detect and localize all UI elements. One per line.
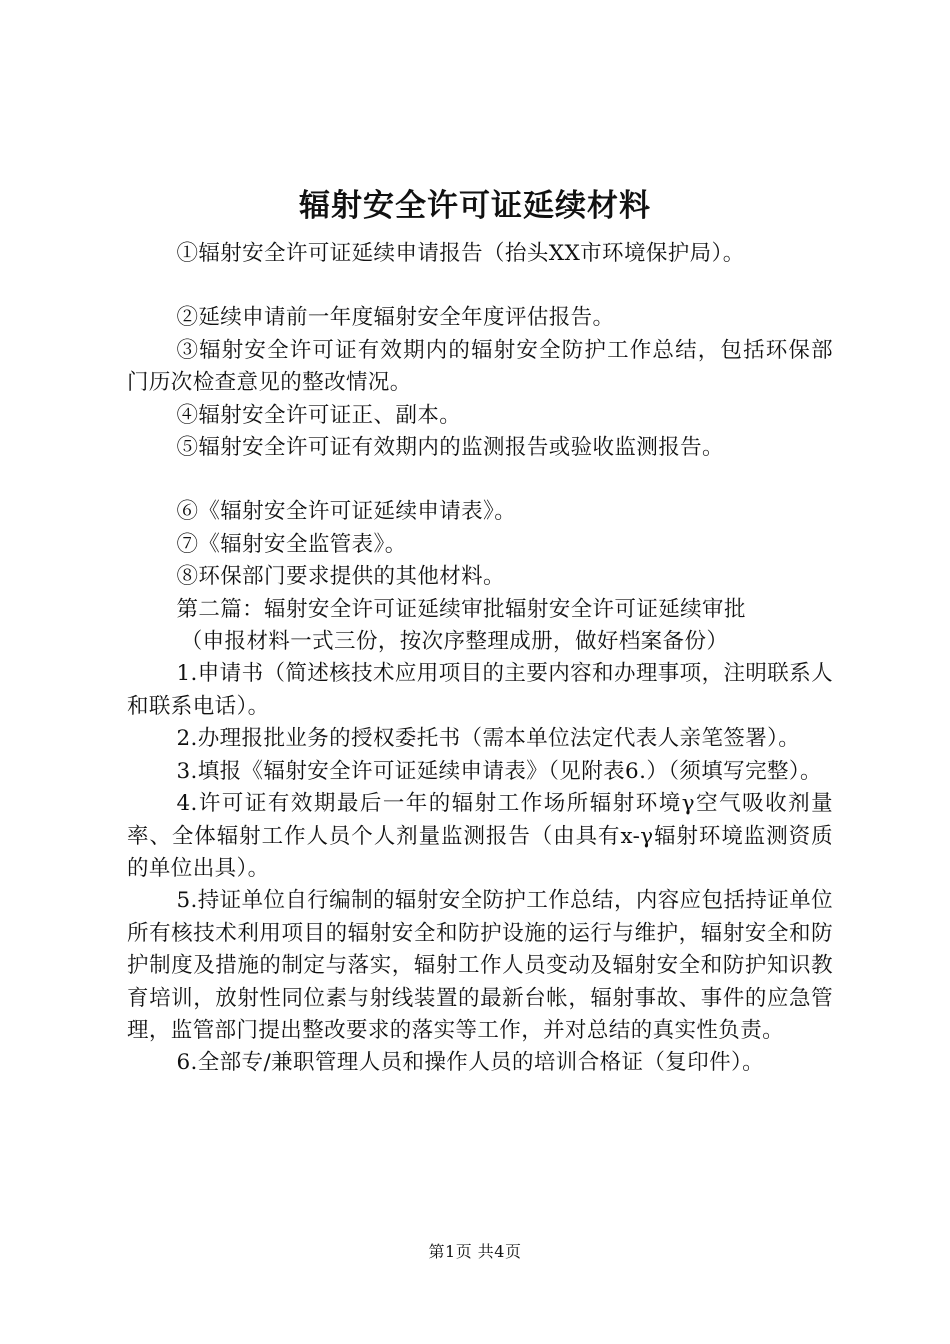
requirement-item-4: 4.许可证有效期最后一年的辐射工作场所辐射环境γ空气吸收剂量率、全体辐射工作人员个人剂量监测报告（由具有x-γ辐射环境监测资质的单位出具）。 [127, 791, 833, 881]
document-body [127, 238, 833, 1080]
requirement-item-1: 1.申请书（简述核技术应用项目的主要内容和办理事项，注明联系人和联系电话）。 [127, 661, 833, 719]
requirement-item-2: 2.办理报批业务的授权委托书（需本单位法定代表人亲笔签署）。 [176, 726, 801, 752]
paragraph-item-6: ⑥《辐射安全许可证延续申请表》。 [176, 499, 517, 525]
submission-note: （申报材料一式三份，按次序整理成册，做好档案备份） [180, 629, 729, 655]
paragraph-item-5: ⑤辐射安全许可证有效期内的监测报告或验收监测报告。 [176, 435, 724, 461]
paragraph-item-3: ③辐射安全许可证有效期内的辐射安全防护工作总结，包括环保部门历次检查意见的整改情况。 [127, 337, 833, 396]
requirement-item-3: 3.填报《辐射安全许可证延续申请表》（见附表6.）（须填写完整）。 [176, 758, 822, 784]
paragraph-item-1: ①辐射安全许可证延续申请报告（抬头XX市环境保护局）。 [176, 241, 745, 266]
document-title: 辐射安全许可证延续材料 [299, 188, 651, 224]
requirement-item-6: 6.全部专/兼职管理人员和操作人员的培训合格证（复印件）。 [176, 1050, 765, 1076]
paragraph-item-4: ④辐射安全许可证正、副本。 [176, 402, 462, 428]
page-footer: 第1页 共4页 [428, 1242, 522, 1261]
paragraph-item-8: ⑧环保部门要求提供的其他材料。 [176, 564, 505, 590]
paragraph-item-7: ⑦《辐射安全监管表》。 [176, 531, 407, 557]
requirement-item-5: 5.持证单位自行编制的辐射安全防护工作总结，内容应包括持证单位所有核技术利用项目的辐射安全和防护设施的运行与维护，辐射安全和防护制度及措施的制定与落实，辐射工作人员变动及辐射安全和防护知识教育培训，放射性同位素与射线装置的最新台帐，辐射事故、事件的应急管理，监管部门提出整改要求的落实等工作，并对总结的真实性负责。 [127, 888, 833, 1043]
paragraph-item-2: ②延续申请前一年度辐射安全年度评估报告。 [176, 305, 615, 331]
section-heading-part-two: 第二篇：辐射安全许可证延续审批辐射安全许可证延续审批 [176, 596, 746, 622]
